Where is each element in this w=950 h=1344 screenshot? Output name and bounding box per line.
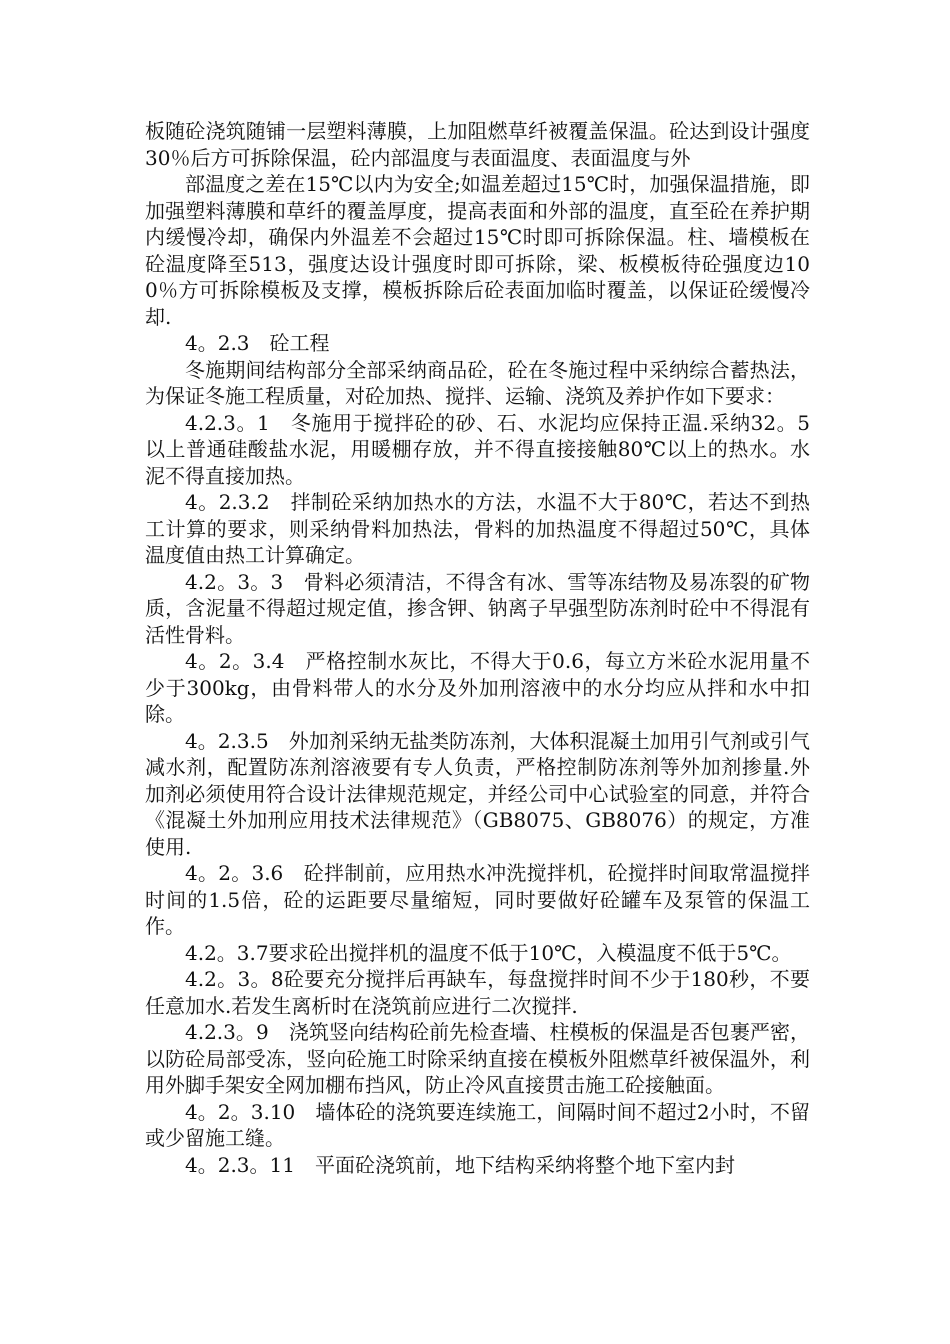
clause-4-2-3-11: 4。2.3。11 平面砼浇筑前，地下结构采纳将整个地下室内封 (185, 1152, 735, 1177)
clause-4-2-3-4: 4。2。3.4 严格控制水灰比，不得大于0.6，每立方米砼水泥用量不少于300kg，由骨料带人的水分及外加刑溶液中的水分均应从拌和水中扣除。 (145, 649, 810, 726)
clause-4-2-3-1: 4.2.3。1 冬施用于搅拌砼的砂、石、水泥均应保持正温.采纳32。5以上普通硅酸盐水泥，用暖棚存放，并不得直接接触80℃以上的热水。水泥不得直接加热。 (145, 410, 810, 488)
paragraph-2: 部温度之差在15℃以内为安全;如温差超过15℃时，加强保温措施，即加强塑料薄膜和草纤的覆盖厚度，提高表面和外部的温度，直至砼在养护期内缓慢冷却，确保内外温差不会超过15℃时即可拆除保温。柱、墙模板在砼温度降至513，强度达设计强度时即可拆除，梁、板模板待砼强度边100％方可拆除模板及支撑，模板拆除后砼表面加临时覆盖，以保证砼缓慢冷却. (145, 172, 810, 329)
clause-4-2-3-2: 4。2.3.2 拌制砼采纳加热水的方法，水温不大于80℃，若达不到热工计算的要求，则采纳骨料加热法，骨料的加热温度不得超过50℃，具体温度值由热工计算确定。 (145, 490, 810, 567)
document-page (145, 118, 810, 1178)
clause-4-2-3-6: 4。2。3.6 砼拌制前，应用热水冲洗搅拌机，砼搅拌时间取常温搅拌时间的1.5倍，砼的运距要尽量缩短，同时要做好砼罐车及泵管的保温工作。 (145, 861, 810, 938)
clause-4-2-3-10: 4。2。3.10 墙体砼的浇筑要连续施工，间隔时间不超过2小时，不留或少留施工缝。 (145, 1099, 810, 1150)
paragraph-1: 板随砼浇筑随铺一层塑料薄膜，上加阻燃草纤被覆盖保温。砼达到设计强度30％后方可拆除保温，砼内部温度与表面温度、表面温度与外 (145, 119, 810, 170)
clause-4-2-3-3: 4.2。3。3 骨料必须清洁，不得含有冰、雪等冻结物及易冻裂的矿物质，含泥量不得超过规定值，掺含钾、钠离子早强型防冻剂时砼中不得混有活性骨料。 (145, 569, 810, 647)
clause-4-2-3-7: 4.2。3.7要求砼出搅拌机的温度不低于10℃，入模温度不低于5℃。 (185, 940, 792, 965)
paragraph-intro: 冬施期间结构部分全部采纳商品砼，砼在冬施过程中采纳综合蓄热法，为保证冬施工程质量，对砼加热、搅拌、运输、浇筑及养护作如下要求： (145, 357, 810, 408)
section-heading-4-2-3: 4。2.3 砼工程 (185, 331, 330, 355)
clause-4-2-3-8: 4.2。3。8砼要充分搅拌后再缺车，每盘搅拌时间不少于180秒，不要任意加水.若发生离析时在浇筑前应进行二次搅拌. (145, 967, 810, 1018)
clause-4-2-3-5: 4。2.3.5 外加剂采纳无盐类防冻剂，大体积混凝土加用引气剂或引气减水剂，配置防冻剂溶液要有专人负责，严格控制防冻剂等外加剂掺量.外加剂必须使用符合设计法律规范规定，并经公司中心试验室的同意，并符合《混凝土外加刑应用技术法律规范》（GB8075、GB8076）的规定，方准使用. (145, 728, 810, 859)
clause-4-2-3-9: 4.2.3。9 浇筑竖向结构砼前先检查墙、柱模板的保温是否包裹严密，以防砼局部受冻，竖向砼施工时除采纳直接在模板外阻燃草纤被保温外，利用外脚手架安全网加棚布挡风，防止冷风直接贯击施工砼接触面。 (145, 1020, 810, 1097)
